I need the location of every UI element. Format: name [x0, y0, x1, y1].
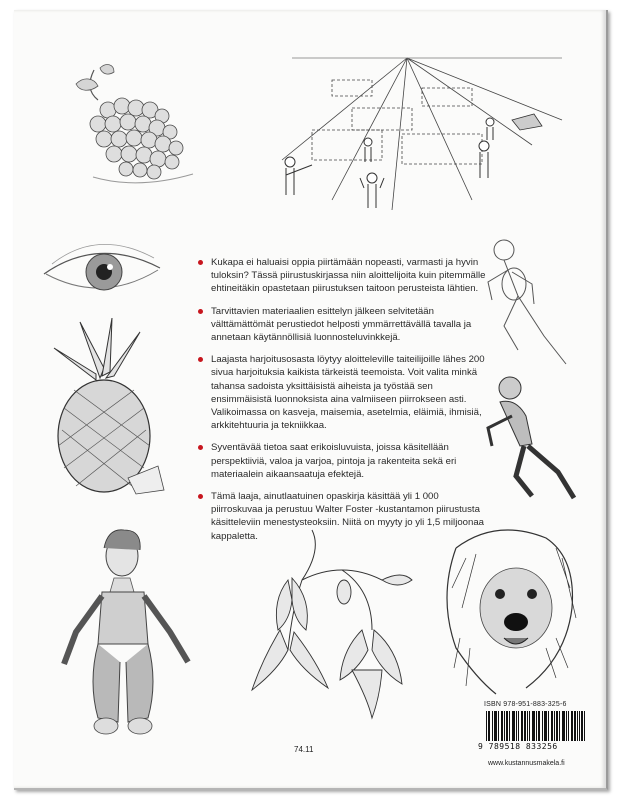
- barcode-bar: [557, 711, 558, 741]
- barcode-bar: [544, 711, 545, 741]
- barcode-bar: [551, 711, 552, 741]
- barcode-bar: [486, 711, 487, 741]
- barcode-bar: [525, 711, 526, 741]
- description-paragraph: Syventävää tietoa saat erikoisluvuista, joissa käsitellään perspektiiviä, valoa ja varjoa, pintoja ja rakenteita sekä eri materiaalein aikaansaatuja efektejä.: [198, 441, 488, 481]
- grapes-drawing: [58, 62, 198, 212]
- barcode-bar: [559, 711, 560, 741]
- seated-woman-drawing: [58, 522, 198, 737]
- barcode-bar: [524, 711, 525, 741]
- barcode-bar: [572, 711, 573, 741]
- barcode-bar: [534, 711, 535, 741]
- barcode-bar: [494, 711, 495, 741]
- barcode-bar: [546, 711, 547, 741]
- barcode-bar: [566, 711, 567, 741]
- barcode-bar: [501, 711, 502, 741]
- barcode-bar: [545, 711, 546, 741]
- barcode-bar: [581, 711, 582, 741]
- barcode-bar: [488, 711, 489, 741]
- description-paragraph: Tarvittavien materiaalien esittelyn jälkeen selvitetään välttämättömät perustiedot helposti ymmärrettävällä tavalla ja annetaan käytännöllisiä luonnosteluvinkkejä.: [198, 305, 488, 345]
- barcode-bar: [554, 711, 555, 741]
- barcode-bar: [492, 711, 493, 741]
- barcode-bar: [514, 711, 515, 741]
- barcode-bar: [539, 711, 540, 741]
- barcode-bar: [548, 711, 549, 741]
- barcode-bar: [504, 711, 505, 741]
- barcode-bar: [562, 711, 563, 741]
- barcode-bar: [575, 711, 576, 741]
- classification-code: 74.11: [294, 745, 314, 754]
- description-paragraph: Tämä laaja, ainutlaatuinen opaskirja käsittää yli 1 000 piirroskuvaa ja perustuu Walter Foster -kustantamon piirustusta käsitteleviin menestysteoksiin. Niitä on myyty jo yli 1,5 miljoonaa kappaletta.: [198, 490, 488, 543]
- barcode-bar: [571, 711, 572, 741]
- barcode-bar: [527, 711, 528, 741]
- barcode-bar: [538, 711, 539, 741]
- barcode-bar: [512, 711, 513, 741]
- barcode-bar: [518, 711, 519, 741]
- description-paragraph: Kukapa ei haluaisi oppia piirtämään nopeasti, varmasti ja hyvin tuloksin? Tässä piirustuskirjassa niin aloittelijoita kuin pitemmälle ehtineitäkin opastetaan piirustuksen taitoon perusteista lähtien.: [198, 256, 488, 296]
- barcode-bar: [521, 711, 522, 741]
- barcode-bar: [498, 711, 499, 741]
- barcode-bar: [533, 711, 534, 741]
- barcode-bar: [509, 711, 510, 741]
- publisher-website: www.kustannusmakela.fi: [488, 760, 565, 767]
- figure-skeleton-drawing: [474, 236, 584, 376]
- description-text-block: [198, 256, 488, 552]
- barcode-bar: [574, 711, 575, 741]
- barcode-bar: [489, 711, 490, 741]
- bullet-icon: [198, 357, 203, 362]
- barcode-bar: [502, 711, 503, 741]
- running-figure-drawing: [476, 372, 584, 504]
- pineapple-drawing: [40, 318, 170, 500]
- barcode-bar: [506, 711, 507, 741]
- eye-drawing: [38, 234, 166, 304]
- barcode-bar: [516, 711, 517, 741]
- barcode-bar: [577, 711, 578, 741]
- barcode-image: [486, 711, 586, 741]
- barcode-bar: [513, 711, 514, 741]
- barcode-bar: [495, 711, 496, 741]
- barcode-bar: [496, 711, 497, 741]
- barcode-bar: [564, 711, 565, 741]
- barcode-bar: [552, 711, 553, 741]
- barcode-bar: [529, 711, 530, 741]
- barcode-bar: [579, 711, 580, 741]
- barcode-bar: [568, 711, 569, 741]
- bullet-icon: [198, 445, 203, 450]
- bullet-icon: [198, 494, 203, 499]
- barcode-bar: [563, 711, 564, 741]
- barcode-bar: [522, 711, 523, 741]
- barcode-bar: [556, 711, 557, 741]
- barcode-bar: [532, 711, 533, 741]
- perspective-diagram: [272, 50, 572, 220]
- barcode-bar: [507, 711, 508, 741]
- isbn-label: ISBN 978-951-883-325-6: [484, 701, 567, 708]
- barcode-digits: 9 789518 833256: [478, 742, 558, 751]
- barcode-bar: [536, 711, 537, 741]
- description-paragraph: Laajasta harjoitusosasta löytyy aloitteleville taiteilijoille lähes 200 sivua harjoituksia kaikista tärkeistä teemoista. Voit valita minkä tahansa sadoista yksittäisistä aiheista ja työstää sen ensimmäisistä luonnoksista aina valmiiseen piirrokseen asti. Valikoimassa on kasveja, maisemia, asetelmia, eläimiä, ihmisiä, arkkitehtuuria ja tekniikkaa.: [198, 353, 488, 432]
- barcode-bar: [582, 711, 583, 741]
- barcode-bar: [584, 711, 585, 741]
- barcode-bar: [542, 711, 543, 741]
- bullet-icon: [198, 260, 203, 265]
- bullet-icon: [198, 309, 203, 314]
